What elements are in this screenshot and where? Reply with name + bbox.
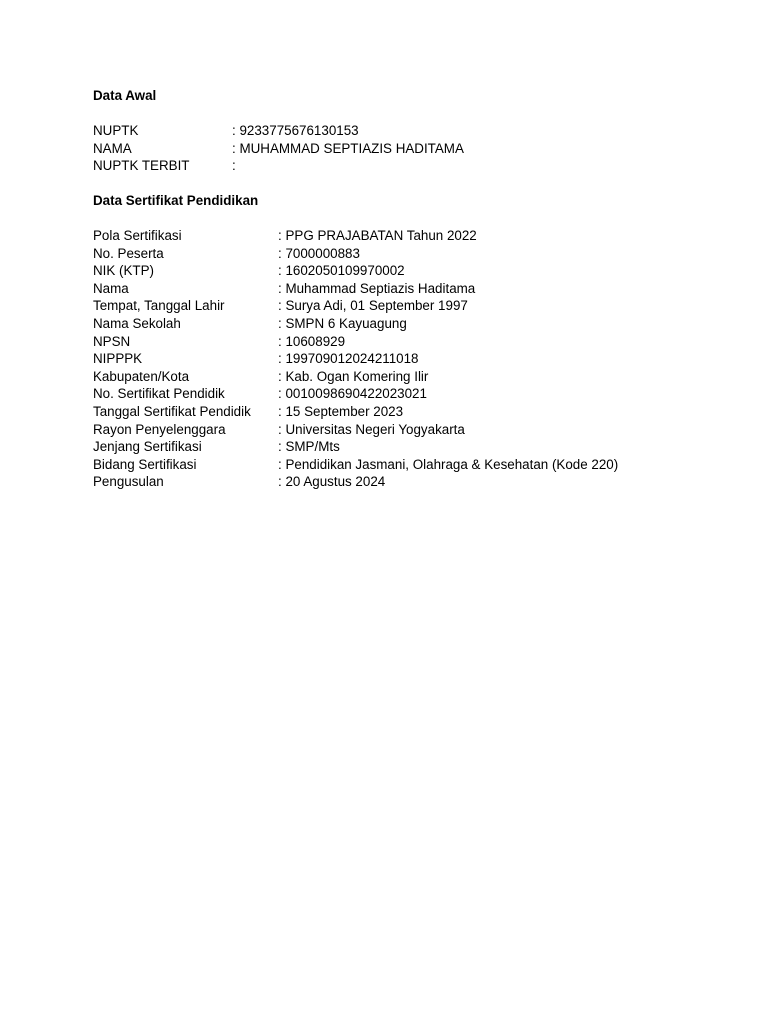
separator: : — [278, 456, 286, 472]
field-value-wrapper — [278, 262, 405, 280]
separator: : — [278, 368, 286, 384]
field-label: NIK (KTP) — [93, 263, 155, 279]
field-label: NUPTK TERBIT — [93, 158, 190, 174]
data-awal-heading: Data Awal — [93, 88, 157, 103]
field-label: NIPPPK — [93, 351, 143, 367]
field-value: 199709012024211018 — [285, 351, 419, 367]
field-value: MUHAMMAD SEPTIAZIS HADITAMA — [239, 140, 464, 156]
field-label: NPSN — [93, 333, 131, 349]
field-label: Tanggal Sertifikat Pendidik — [93, 403, 251, 419]
separator: : — [278, 315, 286, 331]
field-value: 7000000883 — [285, 245, 360, 261]
separator: : — [232, 140, 240, 156]
field-label: No. Peserta — [93, 245, 164, 261]
field-value-wrapper — [278, 438, 340, 456]
separator: : — [278, 421, 286, 437]
field-value: Muhammad Septiazis Haditama — [285, 280, 476, 296]
separator: : — [232, 158, 236, 174]
field-value-wrapper — [278, 350, 419, 368]
field-label: Jenjang Sertifikasi — [93, 439, 202, 455]
field-value-wrapper — [278, 280, 475, 298]
field-value-wrapper — [278, 403, 403, 421]
field-label: Pola Sertifikasi — [93, 228, 182, 243]
field-value-wrapper — [232, 157, 236, 175]
field-value-wrapper — [232, 140, 464, 158]
field-value: 1602050109970002 — [285, 263, 405, 279]
field-value-wrapper — [278, 473, 385, 491]
field-value: Universitas Negeri Yogyakarta — [285, 421, 465, 437]
field-label: Nama — [93, 280, 129, 296]
field-value: Pendidikan Jasmani, Olahraga & Kesehatan (Kode 220) — [285, 456, 619, 472]
field-value-wrapper — [278, 297, 468, 315]
field-value-wrapper — [278, 315, 407, 333]
separator: : — [278, 245, 286, 261]
field-value-wrapper — [278, 245, 360, 263]
field-value: 9233775676130153 — [239, 123, 359, 138]
separator: : — [278, 474, 286, 490]
field-label: Tempat, Tanggal Lahir — [93, 298, 225, 314]
field-label: Pengusulan — [93, 474, 164, 490]
separator: : — [278, 228, 286, 243]
field-value-wrapper — [278, 456, 618, 474]
separator: : — [278, 439, 286, 455]
field-value-wrapper — [232, 122, 359, 140]
field-value-wrapper — [278, 385, 427, 403]
field-label: Nama Sekolah — [93, 315, 181, 331]
field-label: Bidang Sertifikasi — [93, 456, 197, 472]
separator: : — [278, 333, 286, 349]
separator: : — [278, 386, 286, 402]
field-value: SMP/Mts — [285, 439, 340, 455]
field-label: Kabupaten/Kota — [93, 368, 190, 384]
separator: : — [278, 298, 286, 314]
separator: : — [278, 263, 286, 279]
field-value: Surya Adi, 01 September 1997 — [285, 298, 468, 314]
field-value: 10608929 — [285, 333, 346, 349]
field-value: PPG PRAJABATAN Tahun 2022 — [285, 228, 477, 243]
field-value: Kab. Ogan Komering Ilir — [285, 368, 429, 384]
field-value: SMPN 6 Kayuagung — [285, 315, 407, 331]
field-label: NAMA — [93, 140, 132, 156]
data-sertifikat-heading: Data Sertifikat Pendidikan — [93, 193, 259, 208]
field-value-wrapper — [278, 333, 345, 351]
field-value-wrapper — [278, 421, 465, 439]
separator: : — [232, 123, 240, 138]
field-label: NUPTK — [93, 123, 139, 138]
separator: : — [278, 280, 286, 296]
separator: : — [278, 351, 286, 367]
field-value-wrapper — [278, 368, 428, 386]
field-value-wrapper — [278, 227, 477, 245]
field-label: Rayon Penyelenggara — [93, 421, 226, 437]
field-label: No. Sertifikat Pendidik — [93, 386, 225, 402]
field-value: 15 September 2023 — [285, 403, 404, 419]
field-value: 0010098690422023021 — [285, 386, 427, 402]
separator: : — [278, 403, 286, 419]
field-value: 20 Agustus 2024 — [285, 474, 386, 490]
